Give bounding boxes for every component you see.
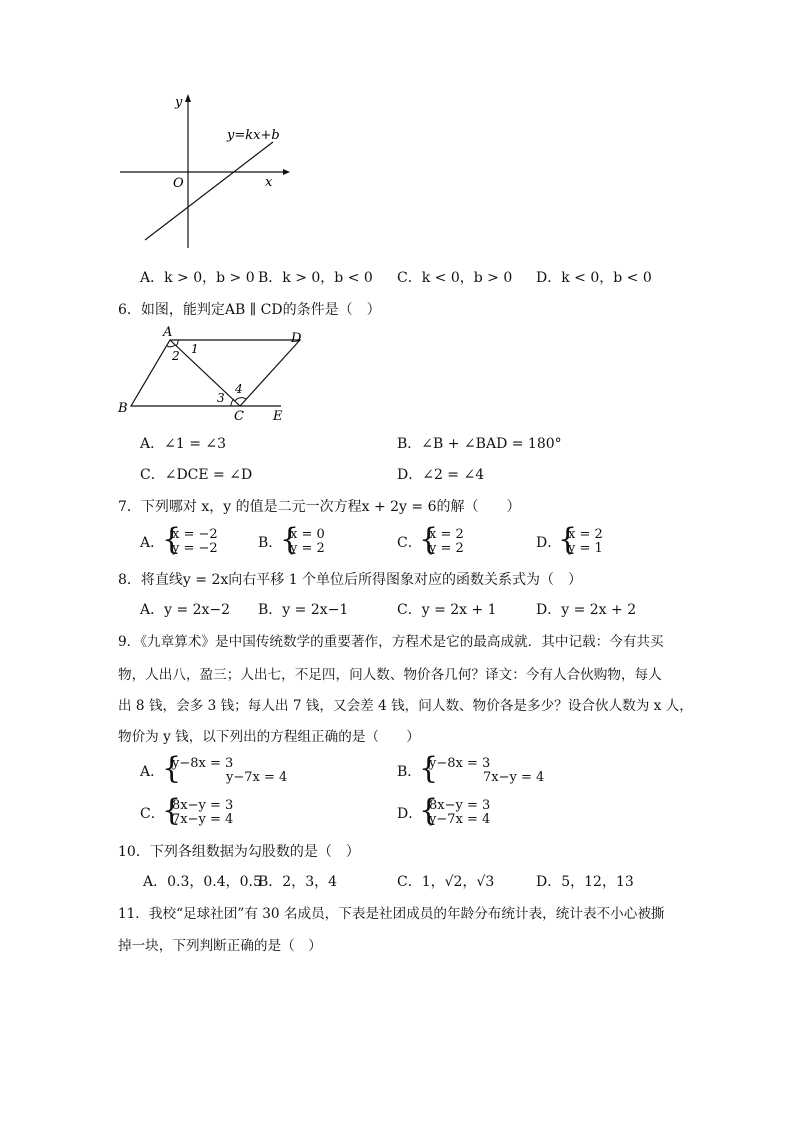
angle-arc-2 xyxy=(167,345,175,347)
brace-icon: { xyxy=(558,522,578,557)
q9-d-eq2: y−7x = 4 xyxy=(429,812,491,827)
point-d-label: D xyxy=(291,331,302,346)
brace-icon: { xyxy=(162,751,182,786)
q9-option-a-letter: A． xyxy=(140,764,165,780)
angle-arc-1 xyxy=(176,340,178,346)
q10-option-c[interactable]: C．1，√2，√3 xyxy=(397,874,495,890)
q8-option-a[interactable]: A．y = 2x−2 xyxy=(140,602,231,618)
graph-line xyxy=(145,142,273,240)
q5-option-a[interactable]: A．k > 0，b > 0 xyxy=(140,270,255,286)
q7-stem: 7．下列哪对 x，y 的值是二元一次方程x + 2y = 6的解（ ） xyxy=(118,499,521,515)
q7-c-eq2: y = 2 xyxy=(429,541,464,556)
q9-d-eq1: 8x−y = 3 xyxy=(429,798,491,813)
point-a-label: A xyxy=(163,325,173,340)
q7-b-eq1: x = 0 xyxy=(290,527,325,542)
q8-option-d[interactable]: D．y = 2x + 2 xyxy=(536,602,637,618)
q6-option-b[interactable]: B．∠B + ∠BAD = 180° xyxy=(397,436,562,452)
y-axis-label: y xyxy=(175,95,183,110)
q9-c-eq1: 8x−y = 3 xyxy=(172,798,234,813)
angle-arc-3 xyxy=(231,399,234,406)
q7-b-eq2: y = 2 xyxy=(290,541,325,556)
point-e-label: E xyxy=(273,409,283,422)
point-c-label: C xyxy=(234,409,244,422)
q5-option-b[interactable]: B．k > 0，b < 0 xyxy=(258,270,373,286)
q10-option-b[interactable]: B．2，3，4 xyxy=(258,874,338,890)
diagonal-ac xyxy=(170,340,240,406)
q7-option-d-letter: D． xyxy=(536,535,562,551)
brace-icon: { xyxy=(162,793,182,828)
brace-icon: { xyxy=(419,793,439,828)
q9-option-b-letter: B． xyxy=(397,764,422,780)
q7-d-eq2: y = 1 xyxy=(568,541,603,556)
q11-line-2: 掉一块，下列判断正确的是（ ） xyxy=(118,938,322,954)
q7-a-eq1: x = −2 xyxy=(172,527,218,542)
brace-icon: { xyxy=(280,522,300,557)
q9-line-3: 出 8 钱，会多 3 钱；每人出 7 钱，又会差 4 钱，问人数、物价各是多少？设合伙人数为 x 人， xyxy=(118,698,693,714)
q9-a-eq2: y−7x = 4 xyxy=(226,770,288,785)
q7-option-c-letter: C． xyxy=(397,535,422,551)
point-b-label: B xyxy=(118,401,128,416)
q6-option-a[interactable]: A．∠1 = ∠3 xyxy=(140,436,227,452)
q9-option-d-letter: D． xyxy=(397,806,423,822)
q10-stem: 10．下列各组数据为勾股数的是（ ） xyxy=(118,844,360,860)
q7-option-b-letter: B． xyxy=(258,535,283,551)
angle-1-label: 1 xyxy=(191,342,199,356)
line-equation-label: y=kx+b xyxy=(227,128,280,143)
parallelogram-figure xyxy=(115,322,305,422)
q6-stem: 6．如图，能判定AB ∥ CD的条件是（ ） xyxy=(118,302,381,318)
q5-option-d[interactable]: D．k < 0，b < 0 xyxy=(536,270,652,286)
y-axis-arrow xyxy=(185,94,191,102)
q9-option-c-letter: C． xyxy=(140,806,165,822)
q6-option-d[interactable]: D．∠2 = ∠4 xyxy=(397,467,485,483)
x-axis-arrow xyxy=(283,169,290,175)
q9-c-eq2: 7x−y = 4 xyxy=(172,812,234,827)
q9-a-eq1: y−8x = 3 xyxy=(172,756,234,771)
parallelogram xyxy=(131,340,300,406)
q9-line-2: 物，人出八，盈三；人出七，不足四，问人数、物价各几何？译文：今有人合伙购物，每人 xyxy=(118,667,662,683)
q8-stem: 8．将直线y = 2x向右平移 1 个单位后所得图象对应的函数关系式为（ ） xyxy=(118,572,583,588)
q8-option-b[interactable]: B．y = 2x−1 xyxy=(258,602,349,618)
linear-function-graph xyxy=(115,90,295,250)
q7-option-a-letter: A． xyxy=(140,535,165,551)
q6-option-c[interactable]: C．∠DCE = ∠D xyxy=(140,467,253,483)
q7-a-eq2: y = −2 xyxy=(172,541,218,556)
q9-b-eq2: 7x−y = 4 xyxy=(483,770,545,785)
x-axis-label: x xyxy=(265,175,273,190)
q8-option-c[interactable]: C．y = 2x + 1 xyxy=(397,602,497,618)
brace-icon: { xyxy=(419,751,439,786)
q10-option-a[interactable]: A．0.3，0.4，0.5 xyxy=(143,874,262,890)
angle-3-label: 3 xyxy=(217,391,225,405)
q11-line-1: 11．我校“足球社团”有 30 名成员，下表是社团成员的年龄分布统计表，统计表不小心被撕 xyxy=(118,906,665,922)
origin-label: O xyxy=(173,176,184,191)
q7-c-eq1: x = 2 xyxy=(429,527,464,542)
brace-icon: { xyxy=(419,522,439,557)
angle-4-label: 4 xyxy=(235,382,243,396)
brace-icon: { xyxy=(162,522,182,557)
q5-option-c[interactable]: C．k < 0，b > 0 xyxy=(397,270,513,286)
q9-line-1: 9．《九章算术》是中国传统数学的重要著作，方程术是它的最高成就．其中记载：今有共买 xyxy=(118,634,664,650)
q10-option-d[interactable]: D．5，12，13 xyxy=(536,874,634,890)
angle-2-label: 2 xyxy=(172,349,180,363)
q9-line-4: 物价为 y 钱，以下列出的方程组正确的是（ ） xyxy=(118,729,420,745)
q9-b-eq1: y−8x = 3 xyxy=(429,756,491,771)
q7-d-eq1: x = 2 xyxy=(568,527,603,542)
